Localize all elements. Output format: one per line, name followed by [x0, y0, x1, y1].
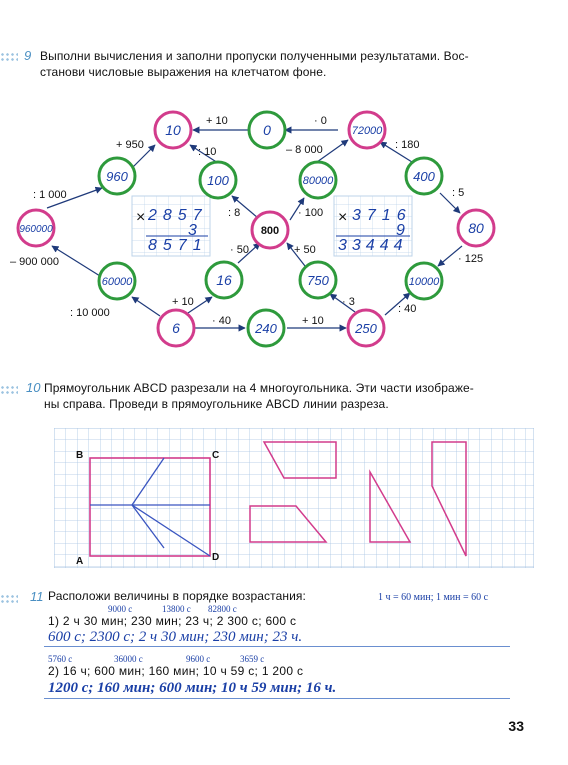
svg-text:: 10 000: : 10 000 [70, 307, 110, 319]
task-11-title: Расположи величины в порядке возрастания: [48, 589, 306, 603]
svg-text:250: 250 [355, 321, 377, 336]
answer-line-2 [44, 698, 510, 699]
answer-2: 1200 с; 160 мин; 600 мин; 10 ч 59 мин; 16 ч. [48, 680, 337, 696]
task-11-row2: 2) 16 ч; 600 мин; 160 мин; 10 ч 59 с; 1 200 с [48, 664, 304, 678]
note-36000: 36000 с [114, 654, 143, 664]
svg-text:750: 750 [307, 273, 329, 288]
task-9-text-line1: Выполни вычисления и заполни пропуски полученными результатами. Вос- [40, 49, 469, 63]
svg-text:· 125: · 125 [458, 253, 484, 265]
task-10-text-line2: ны справа. Проведи в прямоугольнике ABCD линии разреза. [44, 397, 389, 411]
task-10-number: 10 [26, 380, 41, 395]
svg-text:33444: 33444 [338, 237, 408, 254]
svg-text:D: D [212, 552, 220, 563]
task-10-text-line1: Прямоугольник ABCD разрезали на 4 многоугольника. Эти части изображе- [44, 381, 474, 395]
svg-text:: 40: : 40 [398, 303, 417, 315]
svg-text:+ 50: + 50 [294, 244, 316, 256]
svg-text:400: 400 [413, 169, 435, 184]
svg-text:100: 100 [207, 173, 229, 188]
svg-text:· 0: · 0 [314, 115, 327, 127]
svg-text:×: × [136, 209, 146, 226]
svg-text:0: 0 [263, 122, 271, 138]
note-9600: 9600 с [186, 654, 211, 664]
svg-text:· 100: · 100 [298, 207, 324, 219]
task-marker-dots [0, 594, 18, 604]
task-9-graph [0, 0, 568, 370]
svg-text:16: 16 [216, 272, 232, 288]
task-11-row1: 1) 2 ч 30 мин; 230 мин; 23 ч; 2 300 с; 600 с [48, 614, 297, 628]
svg-text:: 180: : 180 [395, 139, 420, 151]
svg-text:– 900 000: – 900 000 [10, 256, 59, 268]
svg-text:10: 10 [165, 122, 181, 138]
svg-text:8571: 8571 [148, 237, 208, 254]
svg-text:960: 960 [106, 169, 128, 184]
svg-text:9: 9 [396, 222, 405, 239]
svg-text:3716: 3716 [352, 207, 412, 224]
svg-text:960000: 960000 [19, 224, 53, 235]
svg-text:6: 6 [172, 320, 180, 336]
task-11-hint: 1 ч = 60 мин; 1 мин = 60 с [378, 592, 489, 603]
svg-text:· 50: · 50 [230, 244, 249, 256]
svg-text:+ 10: + 10 [302, 315, 324, 327]
svg-text:60000: 60000 [101, 276, 133, 288]
task-9-text-line2: станови числовые выражения на клетчатом фоне. [40, 65, 327, 79]
svg-text:B: B [76, 450, 84, 461]
svg-text:2857: 2857 [148, 207, 208, 224]
svg-text:+ 10: + 10 [206, 115, 228, 127]
svg-text:3: 3 [188, 222, 197, 239]
svg-text:: 8: : 8 [228, 207, 241, 219]
svg-text:72000: 72000 [351, 125, 383, 137]
svg-text:240: 240 [255, 321, 277, 336]
task-11-number: 11 [30, 589, 44, 604]
svg-text:80: 80 [468, 220, 484, 236]
svg-text:×: × [338, 209, 348, 226]
svg-text:A: A [76, 556, 84, 567]
svg-text:· 3: · 3 [342, 296, 355, 308]
note-5760: 5760 с [48, 654, 73, 664]
svg-text:: 10: : 10 [198, 146, 217, 158]
note-82800: 82800 с [208, 604, 237, 614]
task-9-number: 9 [24, 48, 32, 63]
svg-text:+ 10: + 10 [172, 296, 194, 308]
task-10-grid [54, 428, 534, 568]
page-number: 33 [508, 718, 524, 734]
svg-text:C: C [212, 450, 220, 461]
task-marker-dots [0, 385, 18, 395]
svg-text:80000: 80000 [302, 175, 334, 187]
note-13800: 13800 с [162, 604, 191, 614]
svg-text:800: 800 [260, 225, 280, 237]
svg-text:– 8 000: – 8 000 [286, 144, 323, 156]
svg-text:: 1 000: : 1 000 [33, 189, 67, 201]
note-3659: 3659 с [240, 654, 265, 664]
svg-text:10000: 10000 [408, 276, 440, 288]
answer-1: 600 с; 2300 с; 2 ч 30 мин; 230 мин; 23 ч. [48, 629, 303, 645]
answer-line-1 [44, 646, 510, 647]
svg-text:+ 950: + 950 [116, 139, 144, 151]
svg-text:: 5: : 5 [452, 187, 465, 199]
note-9000: 9000 с [108, 604, 133, 614]
svg-text:· 40: · 40 [212, 315, 231, 327]
